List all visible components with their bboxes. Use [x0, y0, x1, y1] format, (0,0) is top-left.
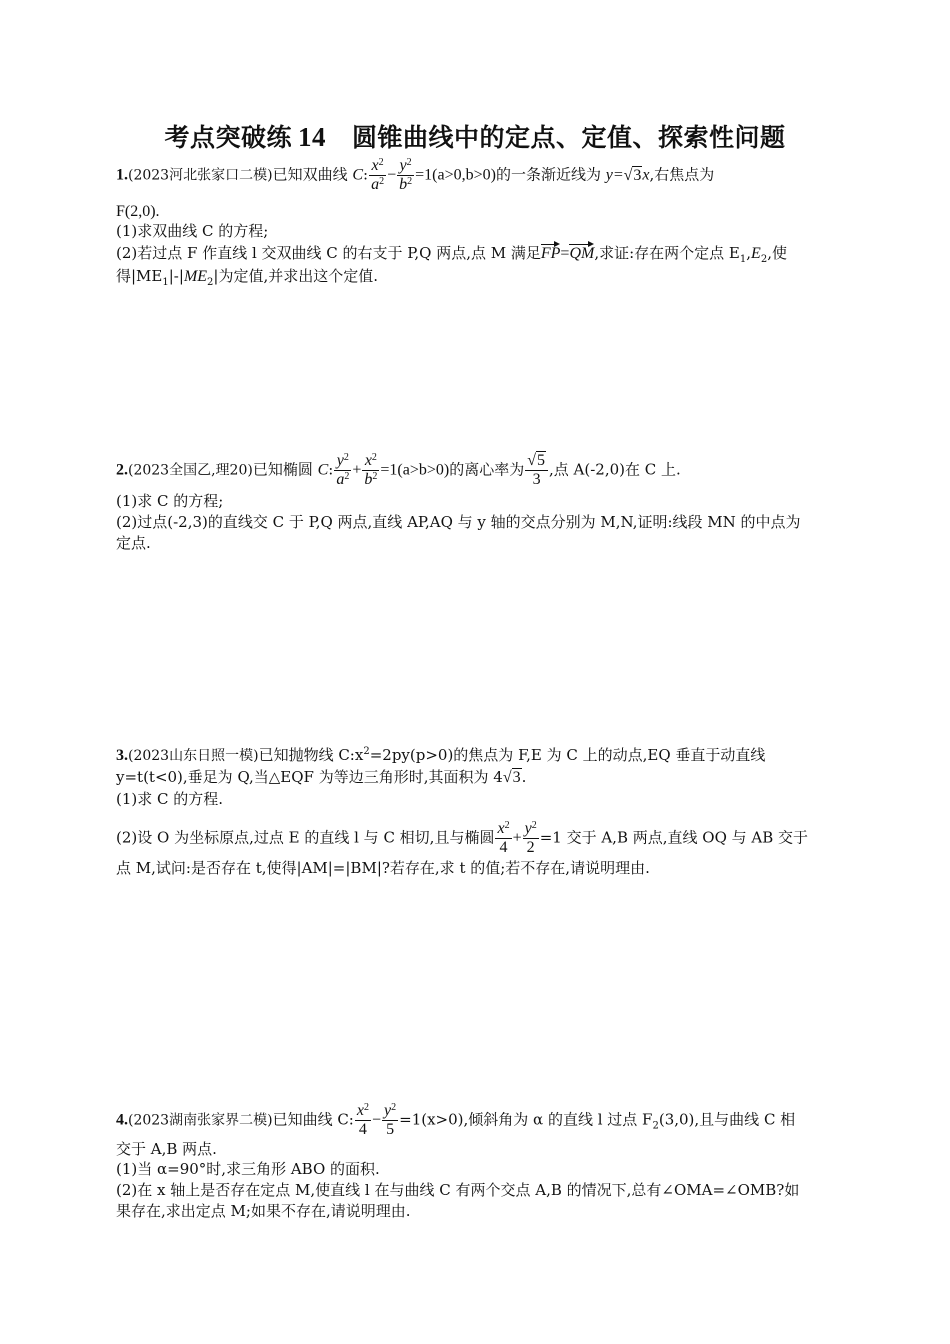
problem-1-part-2: (2)若过点 F 作直线 l 交双曲线 C 的右支于 P,Q 两点,点 M 满足FP=QM,求证:存在两个定点 $E_1,E_2$,使: [116, 244, 787, 265]
fraction: $\frac{y^2}{2}$: [524, 820, 537, 856]
problem-2-part-2: (2)过点(-2,3)的直线交 C 于 P,Q 两点,直线 AP,AQ 与 y 轴的交点分别为 M,N,证明:线段 MN 的中点为: [116, 513, 801, 531]
problem-3-stem: 3.(2023山东日照一模)已知抛物线 $C:x^2=2py(p>0)$的焦点为 F,E 为 C 上的动点,EQ 垂直于动直线: [116, 746, 766, 764]
problem-source: (2023山东日照一模): [128, 748, 259, 764]
page-title: [0, 118, 950, 154]
problem-1-focus: F(2,0).: [116, 203, 160, 220]
problem-4-part-2-cont: 果存在,求出定点 M;如果不存在,请说明理由.: [116, 1202, 411, 1220]
problem-source: (2023全国乙,理20): [128, 462, 253, 479]
problem-number: 1: [116, 166, 124, 184]
problem-source: (2023河北张家口二模): [128, 167, 273, 184]
problem-4-part-2: (2)在 x 轴上是否存在定点 M,使直线 l 在与曲线 C 有两个交点 A,B 的情况下,总有∠OMA=∠OMB?如: [116, 1181, 800, 1199]
fraction: $\frac{x^2}{4}$: [497, 820, 510, 856]
problem-3-part-1: (1)求 C 的方程.: [116, 790, 224, 808]
problem-2-part-1: (1)求 C 的方程;: [116, 492, 224, 510]
sqrt: √3: [502, 769, 521, 786]
problem-1-stem: 1.(2023河北张家口二模)已知双曲线 C: $\frac{x^2}{a^2}$ − $\frac{y^2}{b^2}$ =1(a>0,b>0)的一条渐近线为 y=√3x,右焦点为: [116, 157, 715, 193]
problem-1-part-1: (1)求双曲线 C 的方程;: [116, 222, 269, 240]
fraction: $\frac{y^2}{b^2}$: [399, 157, 413, 193]
problem-3-part-2: (2)设 O 为坐标原点,过点 E 的直线 l 与 C 相切,且与椭圆 $\frac{x^2}{4}$ + $\frac{y^2}{2}$ =1 交于 A,B 两点,直线 OQ 与 AB 交于: [116, 820, 809, 856]
problem-number: 4: [116, 1111, 124, 1129]
title-number: 14: [298, 122, 326, 152]
problem-source: (2023湖南张家界二模): [128, 1112, 273, 1129]
problem-number: 3: [116, 747, 124, 764]
fraction: $\frac{y^2}{5}$: [384, 1102, 397, 1138]
fraction: $\frac{x^2}{b^2}$: [364, 452, 378, 488]
problem-2-part-2-cont: 定点.: [116, 534, 151, 552]
problem-number: 2: [116, 461, 124, 479]
title-topic: 圆锥曲线中的定点、定值、探索性问题: [352, 123, 786, 152]
fraction: $\frac{x^2}{4}$: [356, 1102, 369, 1138]
problem-4-part-1: (1)当 α=90°时,求三角形 ABO 的面积.: [116, 1160, 380, 1178]
problem-3-part-2-cont: 点 M,试问:是否存在 t,使得|AM|=|BM|?若存在,求 t 的值;若不存在,请说明理由.: [116, 859, 650, 877]
problem-2-stem: 2.(2023全国乙,理20)已知椭圆 C: $\frac{y^2}{a^2}$ + $\frac{x^2}{b^2}$ =1(a>b>0)的离心率为 $\frac{√5}{3}$ ,点 A(-2,0)在 C 上.: [116, 452, 681, 488]
fraction: $\frac{x^2}{a^2}$: [371, 157, 385, 193]
problem-3-stem-cont: y=t(t<0),垂足为 Q,当△EQF 为等边三角形时,其面积为 4√3.: [116, 768, 527, 786]
vector-fp: FP: [540, 245, 561, 262]
fraction: $\frac{y^2}{a^2}$: [336, 452, 350, 488]
problem-4-stem-cont: 交于 A,B 两点.: [116, 1140, 217, 1158]
fraction: $\frac{√5}{3}$: [525, 452, 548, 489]
title-prefix: 考点突破练: [164, 123, 292, 152]
sqrt: √3: [623, 166, 642, 184]
problem-4-stem: 4.(2023湖南张家界二模)已知曲线 C: $\frac{x^2}{4}$ − $\frac{y^2}{5}$ =1(x>0),倾斜角为 α 的直线 l 过点 $F_2(3,0)$,且与曲线 C 相: [116, 1102, 796, 1138]
problem-1-part-2-cont: 得$|ME_1|-|ME_2|$为定值,并求出这个定值.: [116, 267, 379, 288]
vector-qm: QM: [569, 245, 595, 262]
